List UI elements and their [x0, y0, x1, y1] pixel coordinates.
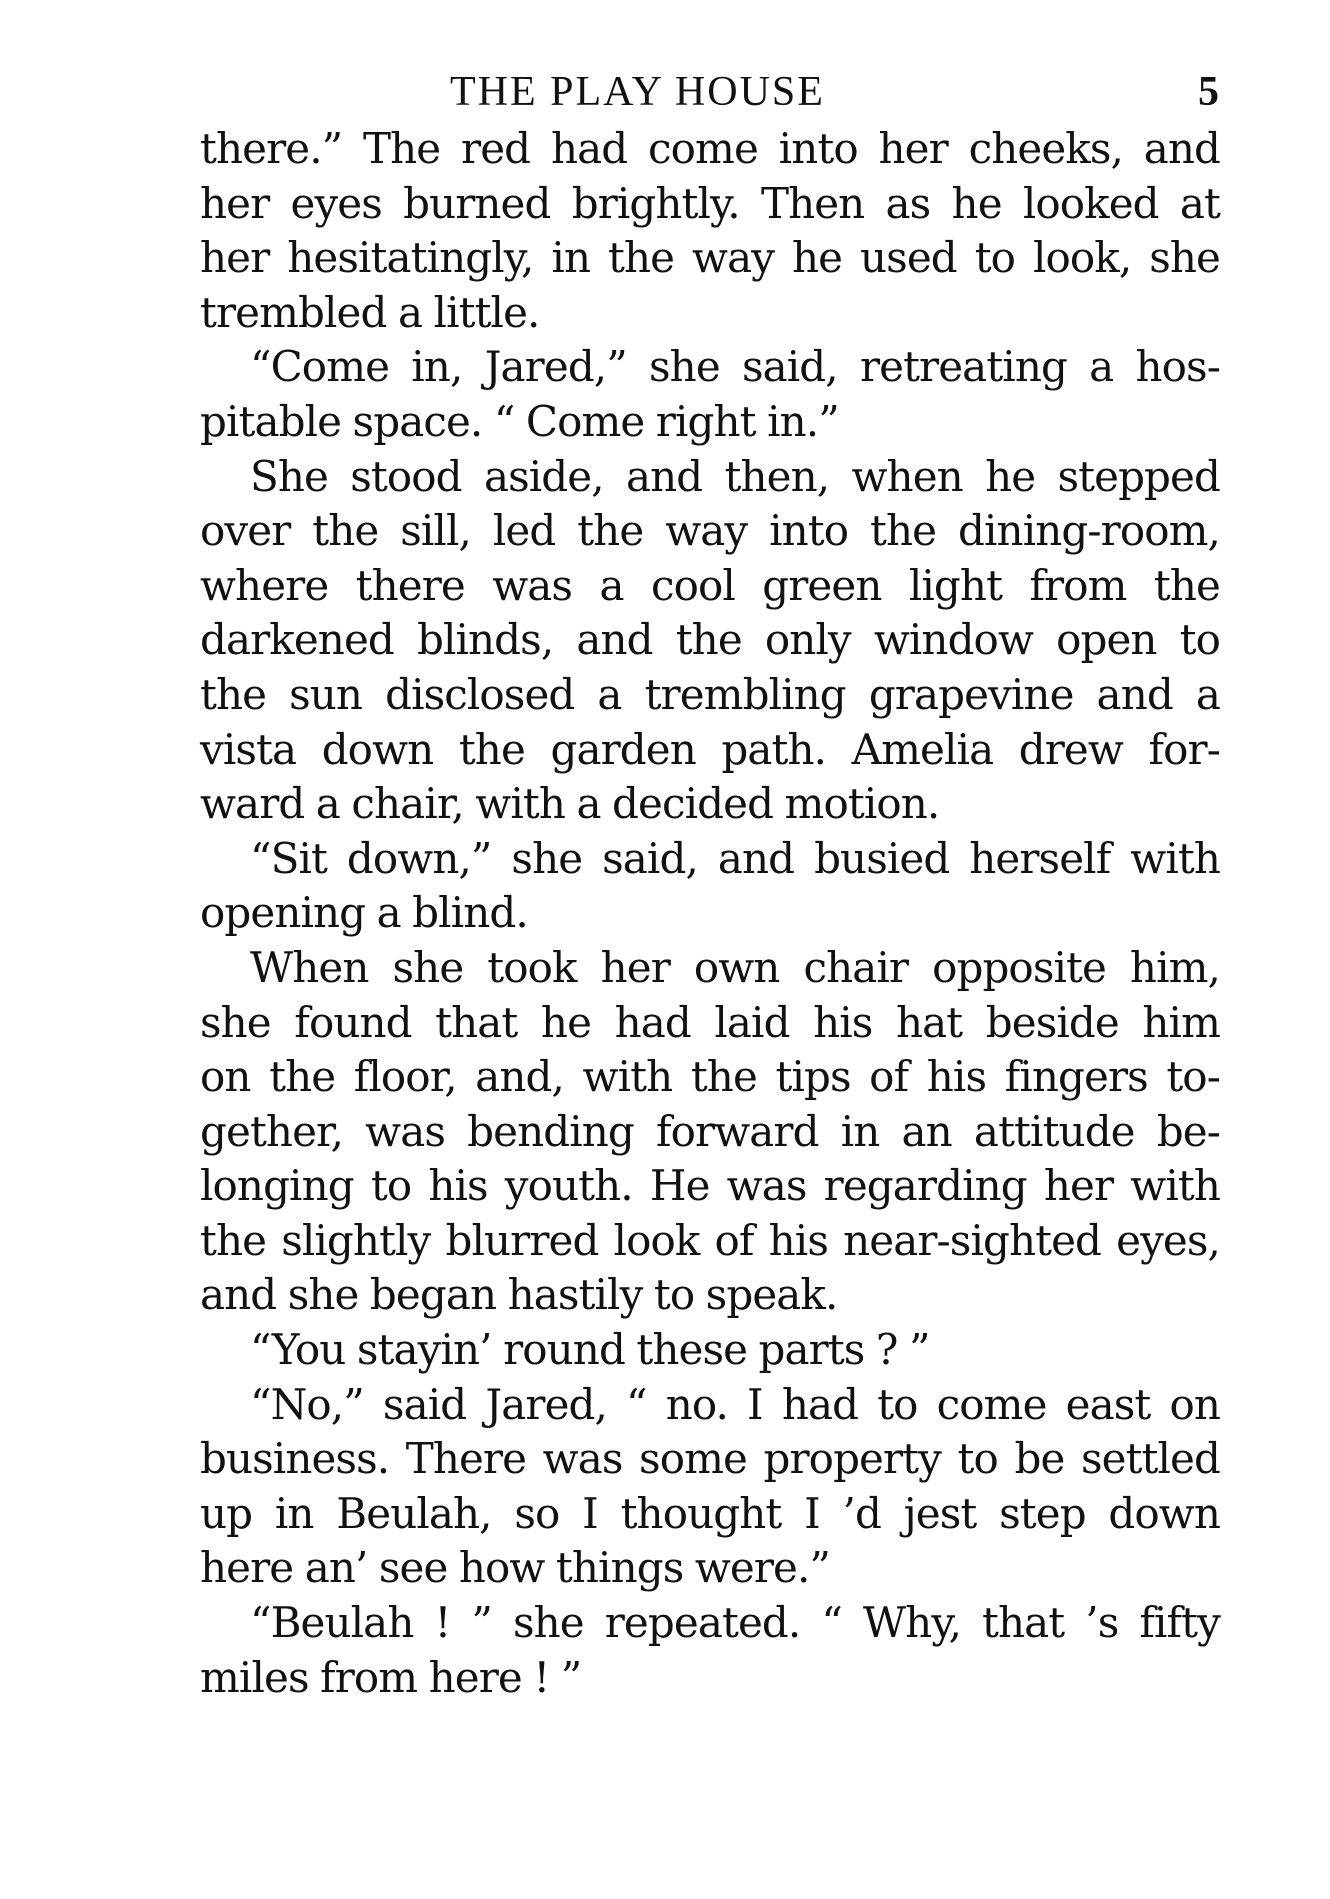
text-line: on the floor, and, with the tips of his fingers to-	[200, 1052, 1220, 1102]
text-line: When she took her own chair opposite him,	[250, 942, 1220, 992]
text-line: “Sit down,” she said, and busied herself with	[250, 833, 1220, 883]
text-line: vista down the garden path. Amelia drew for-	[200, 724, 1220, 774]
text-line: pitable space. “ Come right in.”	[200, 396, 839, 446]
text-line: business. There was some property to be settled	[200, 1434, 1220, 1484]
page-number: 5	[1198, 69, 1220, 115]
text-line: she found that he had laid his hat beside him	[200, 997, 1220, 1047]
text-line: up in Beulah, so I thought I ’d jest step down	[200, 1488, 1220, 1538]
text-line: ward a chair, with a decided motion.	[200, 779, 940, 829]
text-line: trembled a little.	[200, 287, 540, 337]
text-line: there.” The red had come into her cheeks, and	[200, 124, 1220, 173]
text-line: “You stayin’ round these parts ? ”	[250, 1325, 930, 1375]
text-line: miles from here ! ”	[200, 1652, 582, 1702]
text-line: “No,” said Jared, “ no. I had to come east on	[250, 1379, 1220, 1429]
text-line: longing to his youth. He was regarding her with	[200, 1161, 1220, 1211]
text-line: over the sill, led the way into the dining-room,	[200, 506, 1220, 556]
text-line: “Beulah ! ” she repeated. “ Why, that ’s fifty	[250, 1598, 1220, 1648]
text-line: her hesitatingly, in the way he used to look, she	[200, 233, 1220, 283]
text-line: the sun disclosed a trembling grapevine and a	[200, 669, 1220, 719]
body-text	[200, 122, 1220, 1705]
text-line: and she began hastily to speak.	[200, 1270, 838, 1320]
text-line: darkened blinds, and the only window open to	[200, 615, 1220, 665]
text-line: her eyes burned brightly. Then as he looked at	[200, 178, 1220, 228]
text-line: opening a blind.	[200, 888, 528, 938]
text-line: here an’ see how things were.”	[200, 1543, 830, 1593]
book-page	[200, 60, 1220, 1705]
text-line: the slightly blurred look of his near-sighted eyes,	[200, 1215, 1220, 1265]
text-line: gether, was bending forward in an attitude be-	[200, 1106, 1220, 1156]
running-title: THE PLAY HOUSE	[450, 69, 825, 115]
text-line: “Come in, Jared,” she said, retreating a hos-	[250, 342, 1220, 392]
text-line: She stood aside, and then, when he stepped	[250, 451, 1220, 501]
running-head	[200, 60, 1220, 122]
text-line: where there was a cool green light from the	[200, 560, 1220, 610]
